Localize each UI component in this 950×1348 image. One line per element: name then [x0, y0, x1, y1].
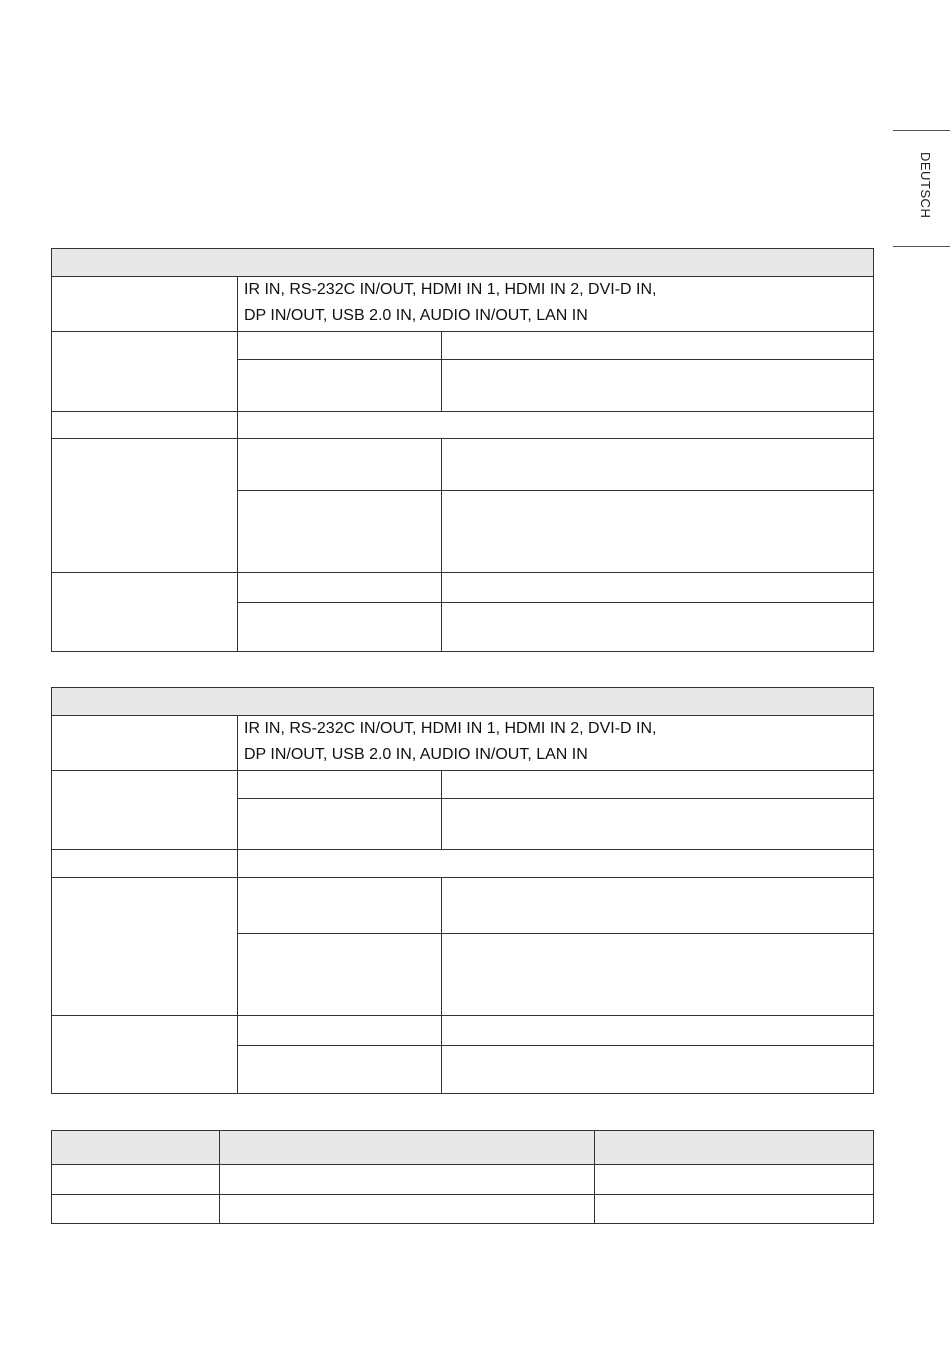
table-cell	[442, 934, 874, 1016]
ports-line-2: DP IN/OUT, USB 2.0 IN, AUDIO IN/OUT, LAN IN	[244, 746, 588, 763]
table-cell	[238, 439, 442, 491]
table-cell	[52, 332, 238, 412]
ports-line-1: IR IN, RS-232C IN/OUT, HDMI IN 1, HDMI IN 2, DVI-D IN,	[244, 281, 657, 298]
table-cell	[442, 799, 874, 850]
table-header-cell	[220, 1131, 595, 1165]
table-cell	[442, 878, 874, 934]
ports-cell	[238, 716, 874, 771]
table-cell	[442, 332, 874, 360]
table-cell	[52, 277, 238, 332]
language-tab: DEUTSCH	[918, 152, 933, 219]
table-cell	[220, 1195, 595, 1224]
ports-line-2: DP IN/OUT, USB 2.0 IN, AUDIO IN/OUT, LAN IN	[244, 307, 588, 324]
table-cell	[52, 850, 238, 878]
table-cell	[238, 332, 442, 360]
table-cell	[52, 771, 238, 850]
table-cell	[442, 491, 874, 573]
table-cell	[238, 412, 874, 439]
table-cell	[52, 716, 238, 771]
table-cell	[220, 1165, 595, 1195]
table-cell	[595, 1165, 874, 1195]
table-cell	[52, 439, 238, 573]
table-cell	[442, 771, 874, 799]
table-cell	[238, 1016, 442, 1046]
table-cell	[238, 573, 442, 603]
spec-table-2	[51, 687, 874, 1094]
table-cell	[442, 1016, 874, 1046]
table-cell	[52, 1016, 238, 1094]
table-cell	[238, 934, 442, 1016]
table-cell	[238, 1046, 442, 1094]
spec-table-1	[51, 248, 874, 652]
ports-cell	[238, 277, 874, 332]
table-cell	[442, 603, 874, 652]
table-cell	[238, 603, 442, 652]
table-cell	[238, 771, 442, 799]
table-cell	[238, 850, 874, 878]
table-cell	[442, 360, 874, 412]
table-header	[52, 688, 874, 716]
table-cell	[52, 412, 238, 439]
table-cell	[442, 1046, 874, 1094]
table-cell	[52, 878, 238, 1016]
ports-line-1: IR IN, RS-232C IN/OUT, HDMI IN 1, HDMI IN 2, DVI-D IN,	[244, 720, 657, 737]
table-cell	[238, 491, 442, 573]
spec-table-3	[51, 1130, 874, 1224]
table-header-cell	[52, 1131, 220, 1165]
table-cell	[238, 878, 442, 934]
table-cell	[52, 1195, 220, 1224]
table-cell	[238, 799, 442, 850]
table-cell	[595, 1195, 874, 1224]
table-cell	[442, 573, 874, 603]
table-header-cell	[595, 1131, 874, 1165]
table-header	[52, 249, 874, 277]
table-cell	[238, 360, 442, 412]
table-cell	[52, 573, 238, 652]
side-rule-top	[893, 130, 950, 131]
table-cell	[52, 1165, 220, 1195]
side-rule-bottom	[893, 246, 950, 247]
table-cell	[442, 439, 874, 491]
